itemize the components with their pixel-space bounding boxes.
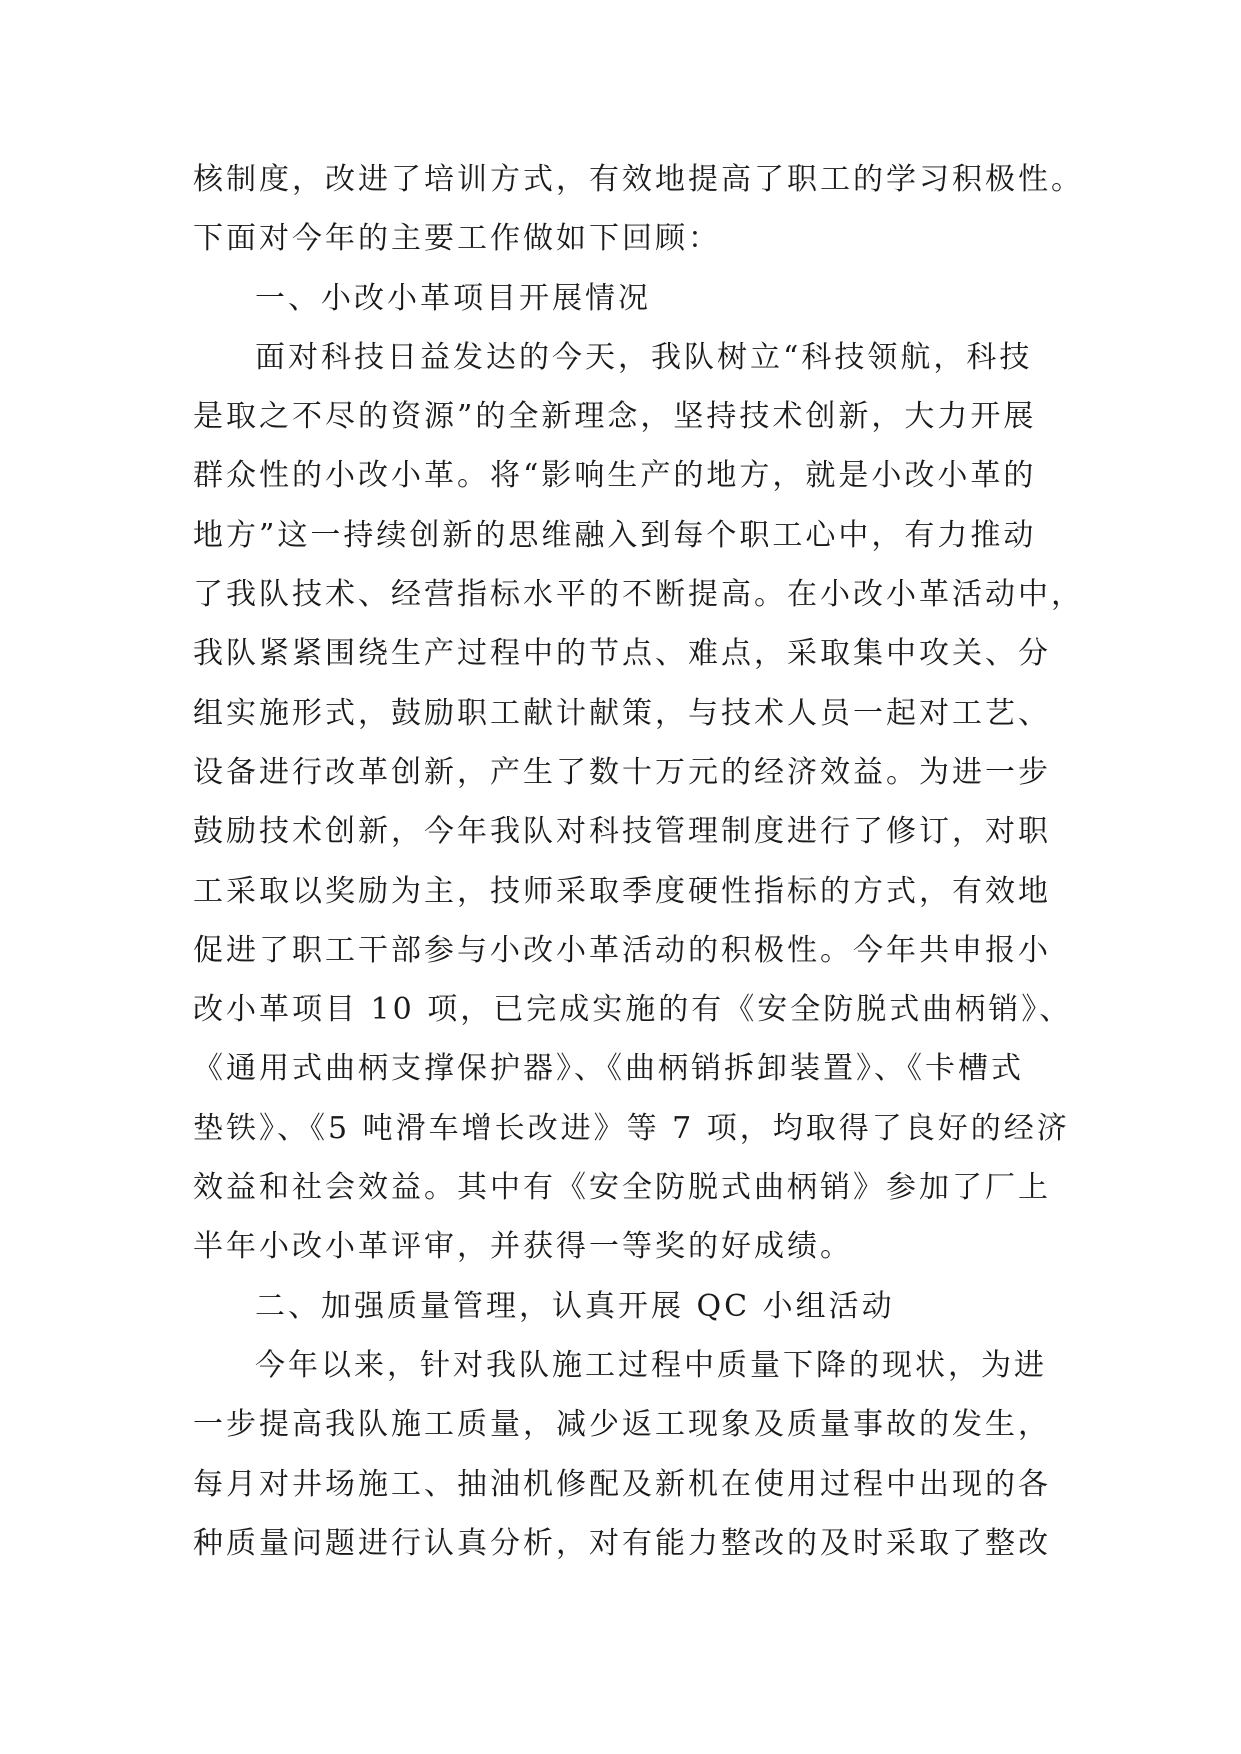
text-line: 种质量问题进行认真分析，对有能力整改的及时采取了整改 bbox=[193, 1525, 1051, 1561]
text-line: 组实施形式，鼓励职工献计献策，与技术人员一起对工艺、 bbox=[193, 695, 1051, 731]
text-line: 一步提高我队施工质量，减少返工现象及质量事故的发生， bbox=[193, 1407, 1051, 1443]
text-line: 半年小改小革评审，并获得一等奖的好成绩。 bbox=[193, 1229, 853, 1265]
text-line: 每月对井场施工、抽油机修配及新机在使用过程中出现的各 bbox=[193, 1466, 1051, 1502]
text-line: 效益和社会效益。其中有《安全防脱式曲柄销》参加了厂上 bbox=[193, 1170, 1051, 1206]
text-line: 我队紧紧围绕生产过程中的节点、难点，采取集中攻关、分 bbox=[193, 636, 1051, 672]
body-text bbox=[193, 150, 1084, 1573]
text-line: 群众性的小改小革。将“影响生产的地方，就是小改小革的 bbox=[193, 458, 1037, 494]
text-line: 是取之不尽的资源”的全新理念，坚持技术创新，大力开展 bbox=[193, 399, 1037, 435]
text-line: 《通用式曲柄支撑保护器》、《曲柄销拆卸装置》、《卡槽式 bbox=[193, 1051, 1024, 1087]
text-line: 面对科技日益发达的今天，我队树立“科技领航，科技 bbox=[255, 339, 1033, 375]
text-line: 地方”这一持续创新的思维融入到每个职工心中，有力推动 bbox=[193, 517, 1037, 553]
text-line: 下面对今年的主要工作做如下回顾： bbox=[193, 221, 721, 257]
text-line: 垫铁》、《5 吨滑车增长改进》等 7 项，均取得了良好的经济 bbox=[193, 1110, 1070, 1146]
text-line: 改小革项目 10 项，已完成实施的有《安全防脱式曲柄销》、 bbox=[193, 992, 1073, 1028]
text-line: 工采取以奖励为主，技师采取季度硬性指标的方式，有效地 bbox=[193, 873, 1051, 909]
text-line: 今年以来，针对我队施工过程中质量下降的现状，为进 bbox=[255, 1347, 1047, 1383]
section-heading: 一、小改小革项目开展情况 bbox=[255, 280, 651, 316]
text-line: 核制度，改进了培训方式，有效地提高了职工的学习积极性。 bbox=[193, 162, 1084, 197]
text-line: 设备进行改革创新，产生了数十万元的经济效益。为进一步 bbox=[193, 754, 1051, 790]
section-heading: 二、加强质量管理，认真开展 QC 小组活动 bbox=[255, 1288, 895, 1324]
text-line: 促进了职工干部参与小改小革活动的积极性。今年共申报小 bbox=[193, 932, 1051, 968]
text-line: 了我队技术、经营指标水平的不断提高。在小改小革活动中， bbox=[193, 577, 1084, 613]
text-line: 鼓励技术创新，今年我队对科技管理制度进行了修订，对职 bbox=[193, 814, 1051, 850]
